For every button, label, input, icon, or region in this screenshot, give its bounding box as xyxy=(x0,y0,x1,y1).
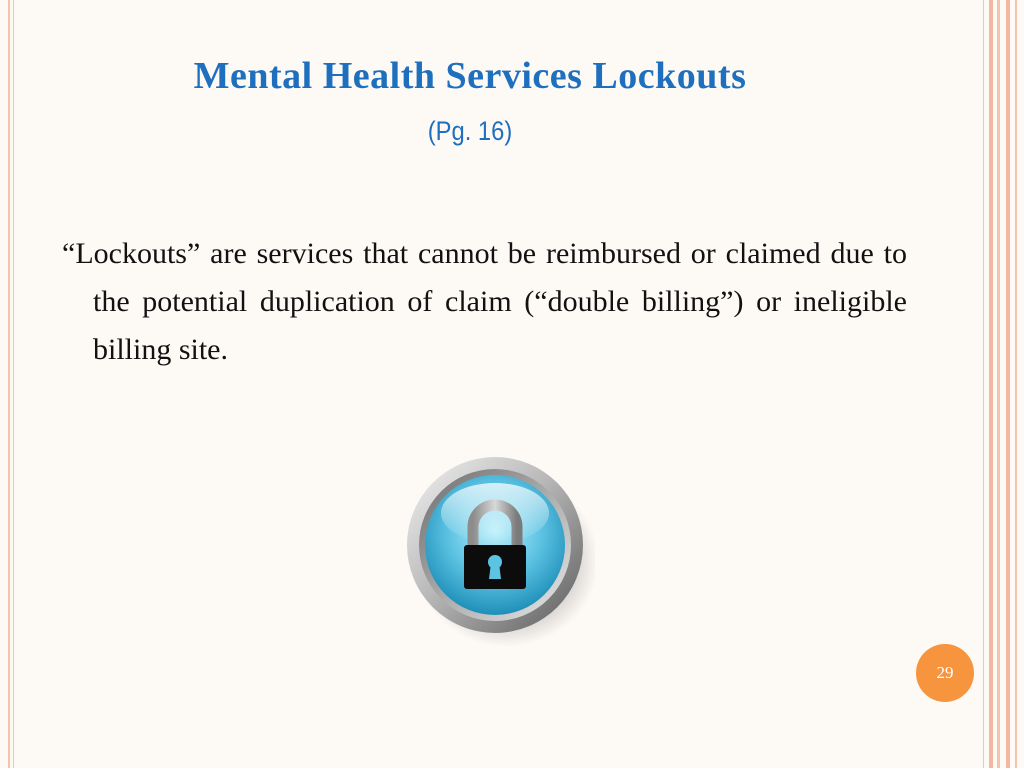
slide-subtitle: (Pg. 16) xyxy=(427,116,513,146)
right-border-line xyxy=(983,0,984,768)
slide-title: Mental Health Services Lockouts xyxy=(193,55,747,97)
page-number-badge: 29 xyxy=(916,644,974,702)
body-paragraph: “Lockouts” are services that cannot be reimbursed or claimed due to the potential duplication of claim (“double billing”) or ineligible billing site. xyxy=(62,237,907,366)
right-border-line xyxy=(1015,0,1017,768)
left-border-line xyxy=(8,0,10,768)
lock-icon-graphic xyxy=(403,455,595,647)
lock-icon xyxy=(403,455,595,647)
right-border-line xyxy=(997,0,1000,768)
right-border-line xyxy=(1006,0,1010,768)
right-border-line xyxy=(989,0,993,768)
left-border-line xyxy=(13,0,14,768)
